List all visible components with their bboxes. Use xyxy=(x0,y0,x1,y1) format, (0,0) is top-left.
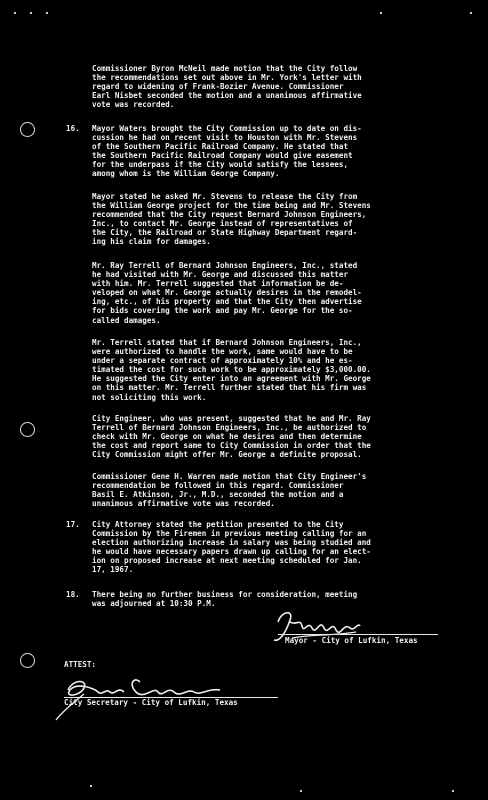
scan-speck xyxy=(380,12,382,14)
item-16-paragraph-2: Mayor stated he asked Mr. Stevens to release the City from the William George project for the time being and Mr. Stevens recommended that the City request Bernard Johnson Engineers, Inc., to contact Mr. George instead of representatives of the City, the Railroad or State Highway Department regard- ing his claim for damages. xyxy=(92,192,371,247)
scan-speck xyxy=(90,785,92,787)
scan-speck xyxy=(470,12,472,14)
top-paragraph: Commissioner Byron McNeil made motion that the City follow the recommendations set out above in Mr. York's letter with regard to widening of Frank-Bozier Avenue. Commissioner Earl Nisbet seconded the motion and a unanimous affirmative vote was recorded. xyxy=(92,64,362,110)
scan-speck xyxy=(300,790,302,792)
mayor-title: Mayor - City of Lufkin, Texas xyxy=(285,636,418,645)
scan-speck xyxy=(46,12,48,14)
item-17-text: City Attorney stated the petition presented to the City Commission by the Firemen in previous meeting calling for an election authorizing increase in salary was being studied and he would have necessary papers drawn up calling for an elect- ion on proposed increase at next meeting scheduled for Jan. 17, 1967. xyxy=(92,520,371,575)
item-16-paragraph-5: City Engineer, who was present, suggested that he and Mr. Ray Terrell of Bernard Johnson Engineers, Inc., be authorized to check with Mr. George on what he desires and then determine the cost and report same to City Commission in order that the City Commission might offer Mr. George a definite proposal. xyxy=(92,414,371,460)
item-17-number: 17. xyxy=(66,520,80,529)
scan-speck xyxy=(14,12,16,14)
secretary-title: City Secretary - City of Lufkin, Texas xyxy=(64,698,238,707)
item-16-number: 16. xyxy=(66,124,80,133)
punch-hole-top xyxy=(20,122,35,137)
item-16-paragraph-1: Mayor Waters brought the City Commission up to date on dis- cussion he had on recent visit to Houston with Mr. Stevens of the Southern Pacific Railroad Company. He stated that the Southern Pacific Railroad Company would give easement for the underpass if the City would satisfy the lessees, among whom is the William George Company. xyxy=(92,124,362,179)
scan-speck xyxy=(30,12,32,14)
attest-label: ATTEST: xyxy=(64,660,97,669)
item-16-paragraph-6: Commissioner Gene H. Warren made motion that City Engineer's recommendation be followed in this regard. Commissioner Basil E. Atkinson, Jr., M.D., seconded the motion and a unanimous affirmative vote was recorded. xyxy=(92,472,367,509)
item-16-paragraph-4: Mr. Terrell stated that if Bernard Johnson Engineers, Inc., were authorized to handle the work, same would have to be under a separate contract of approximately 10% and he es- timated the cost for such work to be approximately $3,000.00. He suggested the City enter into an agreement with Mr. George on this matter. Mr. Terrell further stated that his firm was not soliciting this work. xyxy=(92,338,371,402)
punch-hole-bottom xyxy=(20,653,35,668)
item-16-paragraph-3: Mr. Ray Terrell of Bernard Johnson Engineers, Inc., stated he had visited with Mr. George and discussed this matter with him. Mr. Terrell suggested that information be de- veloped on what Mr. George actually desires in the remodel- ing, etc., of his property and that the City then advertise for bids covering the work and pay Mr. George for the so- called damages. xyxy=(92,261,362,325)
punch-hole-middle xyxy=(20,422,35,437)
mayor-signature-line xyxy=(278,634,438,635)
item-18-number: 18. xyxy=(66,590,80,599)
item-18-text: There being no further business for consideration, meeting was adjourned at 10:30 P.M. xyxy=(92,590,358,609)
scan-speck xyxy=(452,790,454,792)
